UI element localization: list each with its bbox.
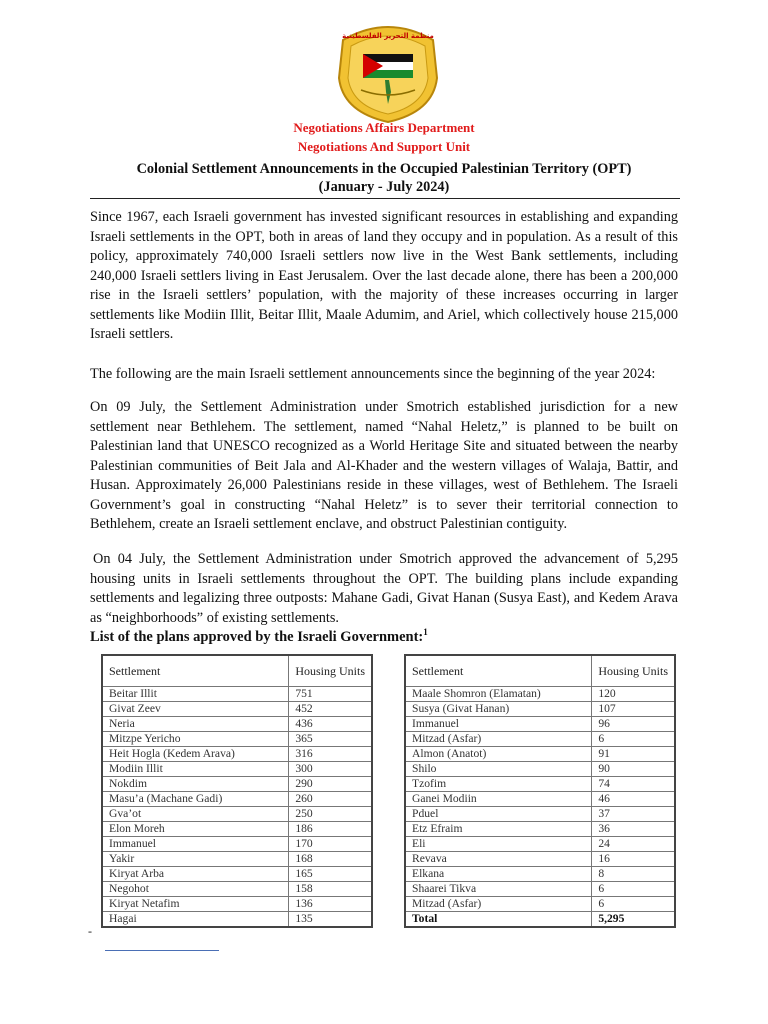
total-value: 5,295 [592, 912, 675, 928]
housing-units-cell: 158 [289, 882, 372, 897]
settlement-cell: Kiryat Netafim [102, 897, 289, 912]
total-label: Total [405, 912, 592, 928]
settlement-cell: Neria [102, 717, 289, 732]
table-row [405, 807, 675, 822]
table-row [102, 807, 372, 822]
housing-units-cell: 74 [592, 777, 675, 792]
table-row [405, 837, 675, 852]
table-row [405, 732, 675, 747]
col-header-housing-units: Housing Units [592, 655, 675, 687]
footnote-separator [105, 950, 219, 951]
table-row [405, 792, 675, 807]
table-row [102, 777, 372, 792]
settlement-cell: Givat Zeev [102, 702, 289, 717]
document-title [90, 160, 678, 196]
col-header-settlement: Settlement [405, 655, 592, 687]
settlement-cell: Modiin Illit [102, 762, 289, 777]
settlement-cell: Yakir [102, 852, 289, 867]
plans-table-right [404, 654, 676, 928]
settlement-cell: Heit Hogla (Kedem Arava) [102, 747, 289, 762]
table-row [102, 762, 372, 777]
settlement-cell: Immanuel [405, 717, 592, 732]
plans-list-heading [90, 627, 428, 646]
housing-units-cell: 300 [289, 762, 372, 777]
table-row [102, 852, 372, 867]
title-line-2: (January - July 2024) [318, 179, 450, 195]
palestinian-flag-icon [363, 54, 413, 78]
housing-units-cell: 250 [289, 807, 372, 822]
logo-arabic-text: منظمة التحرير الفلسطينية [342, 32, 434, 40]
settlement-cell: Gva’ot [102, 807, 289, 822]
settlement-cell: Elon Moreh [102, 822, 289, 837]
settlement-cell: Tzofim [405, 777, 592, 792]
stray-dash: - [88, 924, 92, 938]
housing-units-cell: 8 [592, 867, 675, 882]
table-row [405, 822, 675, 837]
table-row [405, 852, 675, 867]
settlement-cell: Mitzad (Asfar) [405, 732, 592, 747]
table-row [405, 777, 675, 792]
table-row [102, 717, 372, 732]
settlement-cell: Nokdim [102, 777, 289, 792]
housing-units-cell: 436 [289, 717, 372, 732]
housing-units-cell: 107 [592, 702, 675, 717]
housing-units-cell: 120 [592, 687, 675, 702]
housing-units-cell: 46 [592, 792, 675, 807]
housing-units-cell: 16 [592, 852, 675, 867]
title-line-1: Colonial Settlement Announcements in the Occupied Palestinian Territory (OPT) [136, 161, 632, 177]
settlement-cell: Masu’a (Machane Gadi) [102, 792, 289, 807]
settlement-cell: Hagai [102, 912, 289, 928]
settlement-cell: Shaarei Tikva [405, 882, 592, 897]
title-divider [90, 198, 680, 199]
intro-paragraph: Since 1967, each Israeli government has invested significant resources in establishing and expanding Israeli settlements in the OPT, both in areas of land they occupy and in population. As a result of this policy, approximately 740,000 Israeli settlers now live in the West Bank settlements, including 240,000 Israeli settlers living in East Jerusalem. Over the last decade alone, there has been a 200,000 rise in the Israeli settlers’ population, with the majority of these increases occurring in larger settlements like Modiin Illit, Beitar Illit, Maale Adumim, and Ariel, which collectively house 215,000 Israeli settlers. [90, 209, 678, 342]
housing-units-cell: 170 [289, 837, 372, 852]
housing-units-cell: 6 [592, 897, 675, 912]
settlement-cell: Ganei Modiin [405, 792, 592, 807]
housing-units-cell: 260 [289, 792, 372, 807]
announcements-intro: The following are the main Israeli settlement announcements since the beginning of the year 2024: [90, 366, 656, 382]
col-header-housing-units: Housing Units [289, 655, 372, 687]
settlement-cell: Elkana [405, 867, 592, 882]
paragraph-09-july: On 09 July, the Settlement Administration under Smotrich established jurisdiction for a new settlement near Bethlehem. The settlement, named “Nahal Heletz,” is planned to be built on Palestinian land that UNESCO recognized as a World Heritage Site and situated between the nearby Palestinian communities of Beit Jala and Al-Khader and the western villages of Walaja, Battir, and Husan. Approximately 26,000 Palestinians reside in these villages, west of Bethlehem. The Israeli Government’s goal in constructing “Nahal Heletz” is to sever their territorial connection to Bethlehem, create an Israeli settlement enclave, and obstruct Palestinian contiguity. [90, 399, 678, 532]
plo-emblem-logo [333, 20, 443, 124]
settlement-cell: Negohot [102, 882, 289, 897]
housing-units-cell: 751 [289, 687, 372, 702]
housing-units-cell: 6 [592, 882, 675, 897]
settlement-cell: Kiryat Arba [102, 867, 289, 882]
table-row [405, 747, 675, 762]
housing-units-cell: 136 [289, 897, 372, 912]
housing-units-cell: 290 [289, 777, 372, 792]
settlement-cell: Beitar Illit [102, 687, 289, 702]
housing-units-cell: 36 [592, 822, 675, 837]
settlement-cell: Maale Shomron (Elamatan) [405, 687, 592, 702]
settlement-cell: Eli [405, 837, 592, 852]
table-row [405, 882, 675, 897]
housing-units-cell: 96 [592, 717, 675, 732]
settlement-cell: Revava [405, 852, 592, 867]
unit-name: Negotiations And Support Unit [297, 139, 471, 154]
housing-units-cell: 6 [592, 732, 675, 747]
table-row [102, 882, 372, 897]
settlement-cell: Etz Efraim [405, 822, 592, 837]
housing-units-cell: 186 [289, 822, 372, 837]
table-row [102, 897, 372, 912]
housing-units-cell: 316 [289, 747, 372, 762]
settlement-cell: Susya (Givat Hanan) [405, 702, 592, 717]
footnote-marker[interactable]: 1 [423, 627, 428, 637]
housing-units-cell: 168 [289, 852, 372, 867]
table-row [102, 867, 372, 882]
plans-list-heading-text: List of the plans approved by the Israeli Government: [90, 628, 424, 645]
settlement-cell: Immanuel [102, 837, 289, 852]
housing-units-cell: 91 [592, 747, 675, 762]
housing-units-cell: 165 [289, 867, 372, 882]
col-header-settlement: Settlement [102, 655, 289, 687]
table-row [102, 702, 372, 717]
settlement-cell: Mitzpe Yericho [102, 732, 289, 747]
table-row [405, 867, 675, 882]
table-row [102, 747, 372, 762]
table-row [405, 717, 675, 732]
paragraph-04-july: On 04 July, the Settlement Administration under Smotrich approved the advancement of 5,295 housing units in Israeli settlements throughout the OPT. The building plans include expanding settlements and legalizing three outposts: Mahane Gadi, Givat Hanan (Susya East), and Kedem Arava as “neighborhoods” of existing settlements. [90, 551, 678, 626]
settlement-cell: Pduel [405, 807, 592, 822]
table-row [102, 687, 372, 702]
housing-units-cell: 365 [289, 732, 372, 747]
housing-units-cell: 37 [592, 807, 675, 822]
plans-table-left [101, 654, 373, 928]
department-name: Negotiations Affairs Department [293, 120, 475, 135]
housing-units-cell: 135 [289, 912, 372, 928]
settlement-cell: Mitzad (Asfar) [405, 897, 592, 912]
table-row [405, 897, 675, 912]
table-row [102, 837, 372, 852]
table-row [102, 822, 372, 837]
table-row [102, 792, 372, 807]
housing-units-cell: 452 [289, 702, 372, 717]
settlement-cell: Almon (Anatot) [405, 747, 592, 762]
settlement-cell: Shilo [405, 762, 592, 777]
table-row [102, 912, 372, 928]
housing-units-cell: 90 [592, 762, 675, 777]
table-row [405, 702, 675, 717]
table-row [405, 687, 675, 702]
table-row [102, 732, 372, 747]
table-row [405, 762, 675, 777]
housing-units-cell: 24 [592, 837, 675, 852]
